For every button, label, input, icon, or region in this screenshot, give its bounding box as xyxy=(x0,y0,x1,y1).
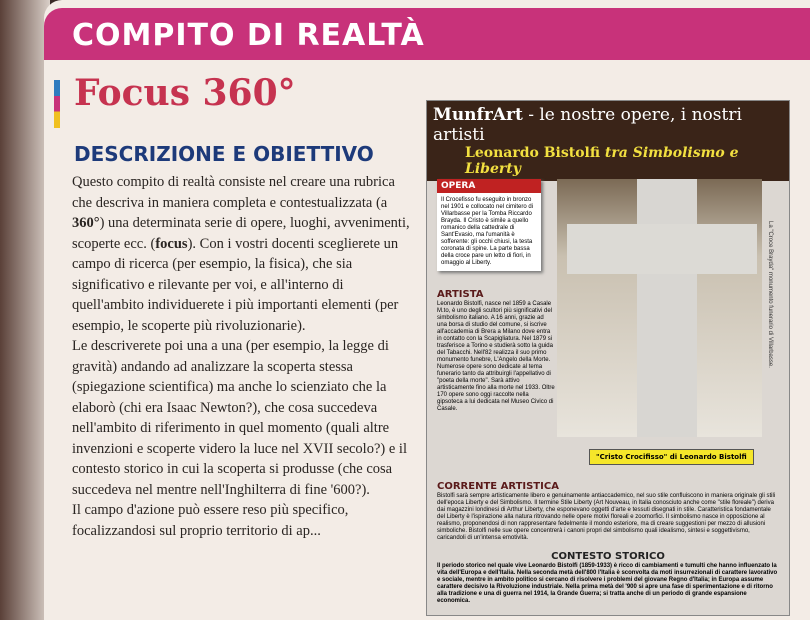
bold-text: focus xyxy=(155,235,188,252)
contesto-text: Il periodo storico nel quale vive Leonardo Bistolfi (1859-1933) è ricco di cambiamenti e tumulti che hanno influenzato la vita dell'Europa e dell'Italia. Nella seconda metà dell'800 l'Italia è sconvolta da moti insurrezionali di carattere lavorativo e sociale, mentre in ambito politico si cercano di risolvere i problemi del giovane Regno d'Italia; in Europa assume carattere decisivo la Rivoluzione industriale. Nella prima metà del '900 si apre una fase di sperimentazione e di ritorno alla tradizione e una di guerra nel 1914, la Grande Guerra; si tratta anche di un periodo di grande espansione economica. xyxy=(437,563,778,604)
opera-card xyxy=(437,179,541,271)
artista-section xyxy=(437,289,555,413)
photo-caption: "Cristo Crocifisso" di Leonardo Bistolfi xyxy=(589,449,754,465)
book-page xyxy=(44,0,810,620)
infobox-title: - le nostre opere, i nostri artisti xyxy=(433,105,742,145)
color-marks xyxy=(54,80,60,128)
infobox-subtitle: tra Simbolismo e Liberty xyxy=(465,145,739,177)
text: ). Con i vostri docenti sceglierete un campo di ricerca (per esempio, la fisica), che sia significativo e rilevante per voi, e all'interno di quell'ambito individuerete i più importanti elementi (per esempio, le scoperte più rivoluzionarie). xyxy=(72,235,399,334)
cross-vertical xyxy=(637,179,697,437)
artista-label: ARTISTA xyxy=(437,289,484,300)
paragraph-3: Il campo d'azione può essere reso più specifico, focalizzandosi sul proprio territorio di ap... xyxy=(72,502,349,539)
infobox-title-brand: MunfrArt xyxy=(433,105,523,125)
opera-text: Il Crocefisso fu eseguito in bronzo nel 1901 e collocato nel cimitero di Villarbasse per la Tomba Riccardo Brayda. Il Cristo è simile a quello romanico della cattedrale di Sant'Evasio, ma l'umanità è sofferente: gli occhi chiusi, la testa coronata di spine. La parte bassa della croce pare un letto di fiori, in omaggio al Liberty. xyxy=(441,197,534,266)
crucifix-photo xyxy=(557,179,762,437)
page-title: Focus 360° xyxy=(74,72,296,114)
contesto-label: CONTESTO STORICO xyxy=(551,551,665,562)
paragraph-1 xyxy=(72,172,414,336)
section-heading: DESCRIZIONE E OBIETTIVO xyxy=(74,142,374,166)
facing-page-edge xyxy=(0,0,50,620)
side-caption: La "Croce Brayda" monumento funerario di Villarbasse. xyxy=(767,221,773,368)
corrente-text: Bistolfi sarà sempre artisticamente libero e genuinamente antiaccademico, nel suo stile confluiscono in maniera originale gli stili dell'epoca Liberty e del Simbolismo. Il termine Stile Liberty (Art Nouveau, in Italia conosciuto anche come "stile floreale") deriva dai magazzini londinesi di Arthur Liberty, che esponevano oggetti d'arte e tessuti disegnati in stile. Caratteristica fondamentale del Liberty è l'ispirazione alla natura ritrovando nelle opere motivi floreali e zoomorfici. Il simbolismo nasce in opposizione al realismo, proponendosi di non rappresentare fedelmente il mondo esteriore, ma di creare suggestioni per mezzo di allusioni simboliche. Bistolfi nelle sue opere concentrerà i canoni propri del simbolismo quali idealismo, sintesi e soggettivismo, caricandoli di un'intensa emotività. xyxy=(437,493,776,541)
body-text xyxy=(72,172,414,541)
artista-text: Leonardo Bistolfi, nasce nel 1859 a Casale M.to, è uno degli scultori più significativi del simbolismo italiano. A 16 anni, grazie ad una borsa di studio del comune, si iscrive all'accademia di Brera a Milano dove entra in contatto con la Scapigliatura. Nel 1879 si trasferisce a Torino e studierà sotto la guida del Tabacchi. Nell'82 realizza il suo primo monumento funebre, L'Angelo della Morte. Numerose opere sono dedicate al tema funerario tanto da attribuirgli l'appellativo di "poeta della morte". Sarà attivo artisticamente fino alla morte nel 1933. Oltre 170 opere sono oggi raccolte nella gipsoteca a lui dedicata nel Museo Civico di Casale. xyxy=(437,301,555,412)
bold-text: 360° xyxy=(72,215,100,231)
text: Questo compito di realtà consiste nel creare una rubrica che descriva in maniera completa e contestualizzata (a xyxy=(72,174,395,211)
banner-title: COMPITO DI REALTÀ xyxy=(72,18,425,53)
contesto-section xyxy=(437,551,779,605)
opera-label: OPERA xyxy=(437,179,541,193)
text: ) una determinata serie di opere, luoghi, avvenimenti, scoperte ecc. ( xyxy=(72,215,410,252)
corrente-label: CORRENTE ARTISTICA xyxy=(437,481,559,492)
banner xyxy=(44,8,810,60)
cross-horizontal xyxy=(567,224,757,274)
munfrart-infobox xyxy=(426,100,790,616)
infobox-subtitle-name: Leonardo Bistolfi xyxy=(465,145,601,161)
infobox-header xyxy=(427,101,789,181)
corrente-section xyxy=(437,481,779,542)
paragraph-2: Le descriverete poi una a una (per esempio, la legge di gravità) andando ad analizzare la scoperta stessa (spiegazione scientifica) ma anche lo scienziato che la elaborò (chi era Isaac Newton?), che cosa succedeva nell'ambito di riferimento in quel momento (quali altre invenzioni e scoperte videro la luce nel XVII secolo?) e il contesto storico in cui la scoperta si produsse (che cosa succedeva nel mentre nell'Inghilterra di fine '600?). xyxy=(72,338,407,498)
